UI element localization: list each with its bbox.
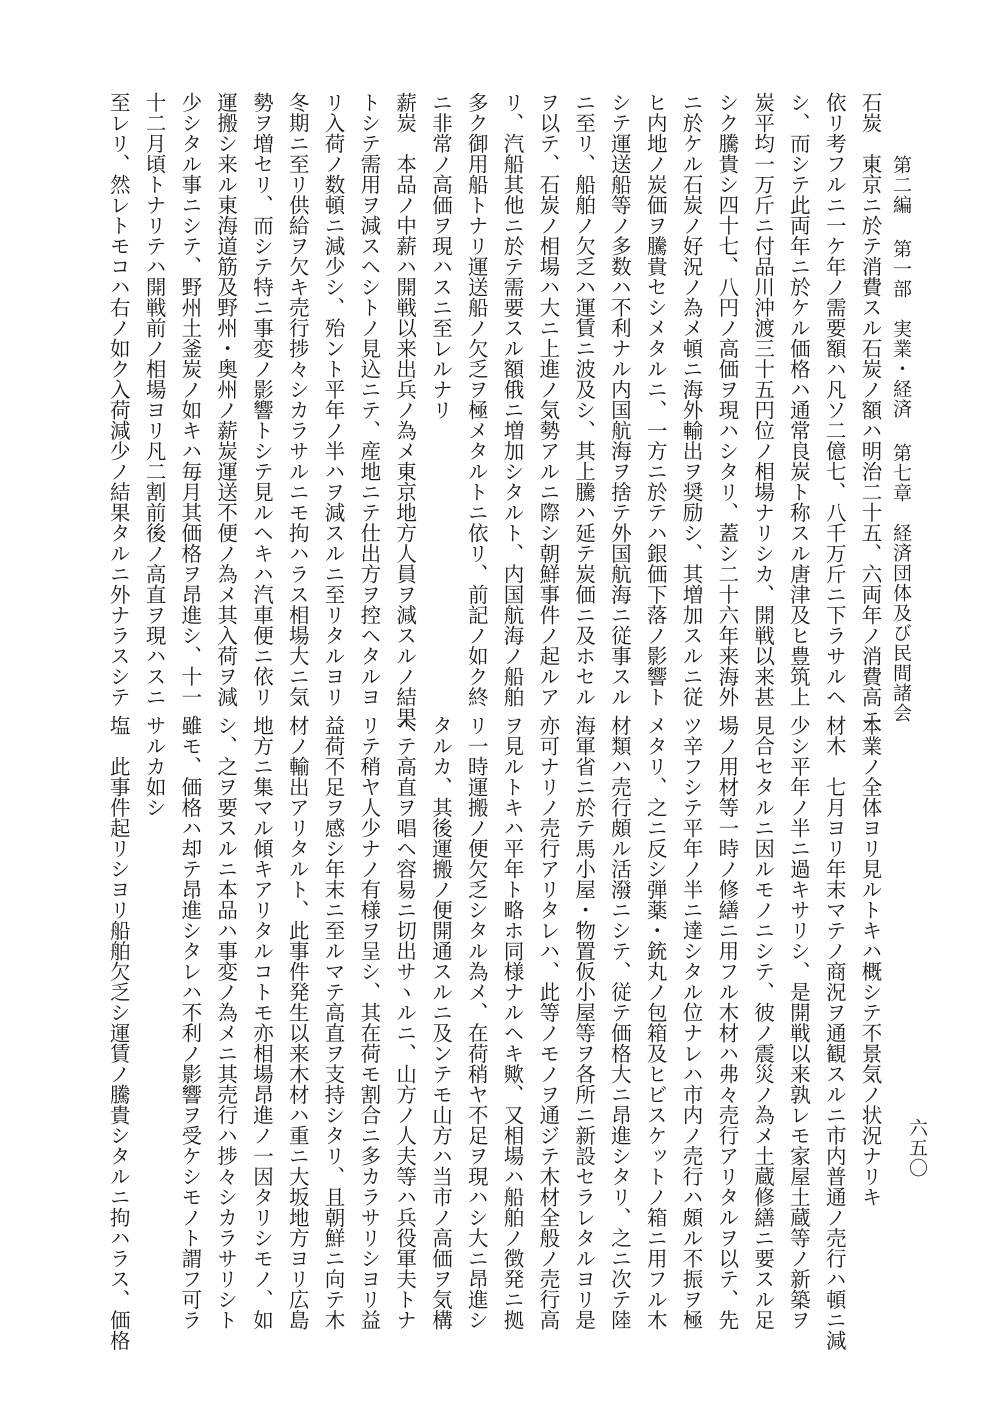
text-line: ニ至リ、船舶ノ欠乏ハ運賃ニ波及シ、其上騰ハ延テ炭価ニ及ホセル — [571, 92, 596, 707]
text-line: トシテ需用ヲ減スヘシトノ見込ニテ、産地ニテ仕出方ヲ控ヘタルヨ — [356, 92, 381, 707]
text-line: 地方ニ集マル傾キアリタルコトモ亦相場昂進ノ一因タリシモノ、如 — [249, 715, 274, 1330]
text-line: 多ク御用船トナリ運送船ノ欠乏ヲ極メタルトニ依リ、前記ノ如ク終 — [464, 92, 489, 707]
text-line: 少シ平年ノ半ニ過キサリシ、是開戦以来孰レモ家屋土蔵等ノ新築ヲ — [786, 715, 811, 1330]
header-chapter: 第七章 経済団体及び民間諸会 — [890, 443, 912, 724]
text-line: 冬期ニ至リ供給ヲ欠キ売行捗々シカラサルニモ拘ハラス相場大ニ気 — [285, 92, 310, 707]
header-section: 第一部 実業・経済 — [890, 239, 912, 420]
text-line: ヘテ高直ヲ唱ヘ容易ニ切出サヽルニ、山方ノ人夫等ハ兵役軍夫トナ — [392, 715, 417, 1330]
text-line: 少シタル事ニシテ、野州土釜炭ノ如キハ毎月其価格ヲ昂進シ、十一 — [177, 92, 202, 707]
running-header — [888, 155, 915, 724]
text-line: 雖モ、価格ハ却テ昂進シタレハ不利ノ影響ヲ受ケシモノト謂フ可ラ — [177, 715, 202, 1330]
text-line: ニ於ケル石炭ノ好況ノ為メ頓ニ海外輸出ヲ奨励シ、其増加スルニ従 — [679, 92, 704, 707]
text-line: ツ辛フシテ平年ノ半ニ達シタル位ナレハ市内ノ売行ハ頗ル不振ヲ極 — [679, 715, 704, 1330]
text-line: 至レリ、然レトモコハ右ノ如ク入荷減少ノ結果タルニ外ナラスシテ — [106, 92, 131, 707]
text-line: リ一時運搬ノ便欠乏シタル為メ、在荷稍ヤ不足ヲ現ハシ大ニ昂進シ — [464, 715, 489, 1330]
text-line: ヲ見ルトキハ平年ト略ホ同様ナルヘキ歟、又相場ハ船舶ノ徴発ニ拠 — [500, 715, 525, 1330]
text-line: 炭平均一万斤ニ付品川沖渡三十五円位ノ相場ナリシカ、開戦以来甚 — [750, 92, 775, 707]
text-line: サルカ如シ — [142, 715, 167, 818]
text-line: 見合セタルニ因ルモノニシテ、彼ノ震災ノ為メ土蔵修繕ニ要スル足 — [750, 715, 775, 1330]
text-line: リテ稍ヤ人少ナノ有様ヲ呈シ、其在荷モ割合ニ多カラサリシヨリ益 — [356, 715, 381, 1330]
bottom-text-block — [99, 715, 887, 1351]
text-line: リ、汽船其他ニ於テ需要スル額俄ニ増加シタルト、内国航海ノ船舶 — [500, 92, 525, 707]
page-number: 六五〇 — [906, 1118, 928, 1178]
text-line: 場ノ用材等一時ノ修繕ニ用フル木材ハ弗々売行アリタルヲ以テ、先 — [714, 715, 739, 1330]
text-line: 運搬シ来ル東海道筋及野州・奥州ノ薪炭運送不便ノ為メ其入荷ヲ減 — [213, 92, 238, 707]
text-line: 十二月頃トナリテハ開戦前ノ相場ヨリ凡二割前後ノ高直ヲ現ハスニ — [142, 92, 167, 707]
top-text-block — [99, 92, 887, 728]
text-line: 石炭 東京ニ於テ消費スル石炭ノ額ハ明治二十五、六両年ノ消費高ニ — [858, 92, 882, 728]
text-line: 本業ノ全体ヨリ見ルトキハ概シテ不景気ノ状況ナリキ — [858, 715, 882, 1207]
text-line: ヲ以テ、石炭ノ相場ハ大ニ上進ノ気勢アルニ際シ朝鮮事件ノ起ルア — [535, 92, 560, 707]
text-line: 勢ヲ増セリ、而シテ特ニ事変ノ影響トシテ見ルヘキハ汽車便ニ依リ — [249, 92, 274, 707]
text-line: 材類ハ売行頗ル活潑ニシテ、従テ価格大ニ昂進シタリ、之ニ次テ陸 — [607, 715, 632, 1330]
text-line: 塩 此事件起リシヨリ船舶欠乏シ運賃ノ騰貴シタルニ拘ハラス、価格 — [106, 715, 131, 1351]
text-line: シテ運送船等ノ多数ハ不利ナル内国航海ヲ捨テ外国航海ニ従事スル — [607, 92, 632, 707]
text-line: リ入荷ノ数頓ニ減少シ、殆ント平年ノ半ハヲ減スルニ至リタルヨリ — [321, 92, 346, 707]
text-line: タルカ、其後運搬ノ便開通スルニ及ンテモ山方ハ当市ノ高価ヲ気構 — [428, 715, 453, 1330]
text-line: 依リ考フルニ一ケ年ノ需要額ハ凡ソ二億七、八千万斤ニ下ラサルヘ — [822, 92, 847, 707]
header-part: 第二編 — [890, 155, 912, 215]
text-line: シ、而シテ此両年ニ於ケル価格ハ通常良炭ト称スル唐津及ヒ豊筑上 — [786, 92, 811, 707]
text-line: 薪炭 本品ノ中薪ハ開戦以来出兵ノ為メ東京地方人員ヲ減スルノ結果 — [392, 92, 417, 728]
text-line: メタリ、之ニ反シ弾薬・銃丸ノ包箱及ヒビスケットノ箱ニ用フル木 — [643, 715, 668, 1330]
text-line: 亦可ナリノ売行アリタレハ、此等ノモノヲ通ジテ木材全般ノ売行高 — [535, 715, 560, 1330]
text-line: シク騰貴シ四十七、八円ノ高価ヲ現ハシタリ、蓋シ二十六年来海外 — [714, 92, 739, 707]
text-line: 材ノ輸出アリタルト、此事件発生以来木材ハ重ニ大坂地方ヨリ広島 — [285, 715, 310, 1330]
text-line: ヒ内地ノ炭価ヲ騰貴セシメタルニ、一方ニ於テハ銀価下落ノ影響ト — [643, 92, 668, 707]
text-line: 材木 七月ヨリ年末マテノ商況ヲ通観スルニ市内普通ノ売行ハ頓ニ減 — [822, 715, 847, 1351]
text-line: 海軍省ニ於テ馬小屋・物置仮小屋等ヲ各所ニ新設セラレタルヨリ是 — [571, 715, 596, 1330]
text-line: シ、之ヲ要スルニ本品ハ事変ノ為メニ其売行ハ捗々シカラサリシト — [213, 715, 238, 1330]
text-line: ニ非常ノ高価ヲ現ハスニ至レルナリ — [428, 92, 453, 420]
text-line: 益荷不足ヲ感シ年末ニ至ルマテ高直ヲ支持シタリ、且朝鮮ニ向テ木 — [321, 715, 346, 1330]
